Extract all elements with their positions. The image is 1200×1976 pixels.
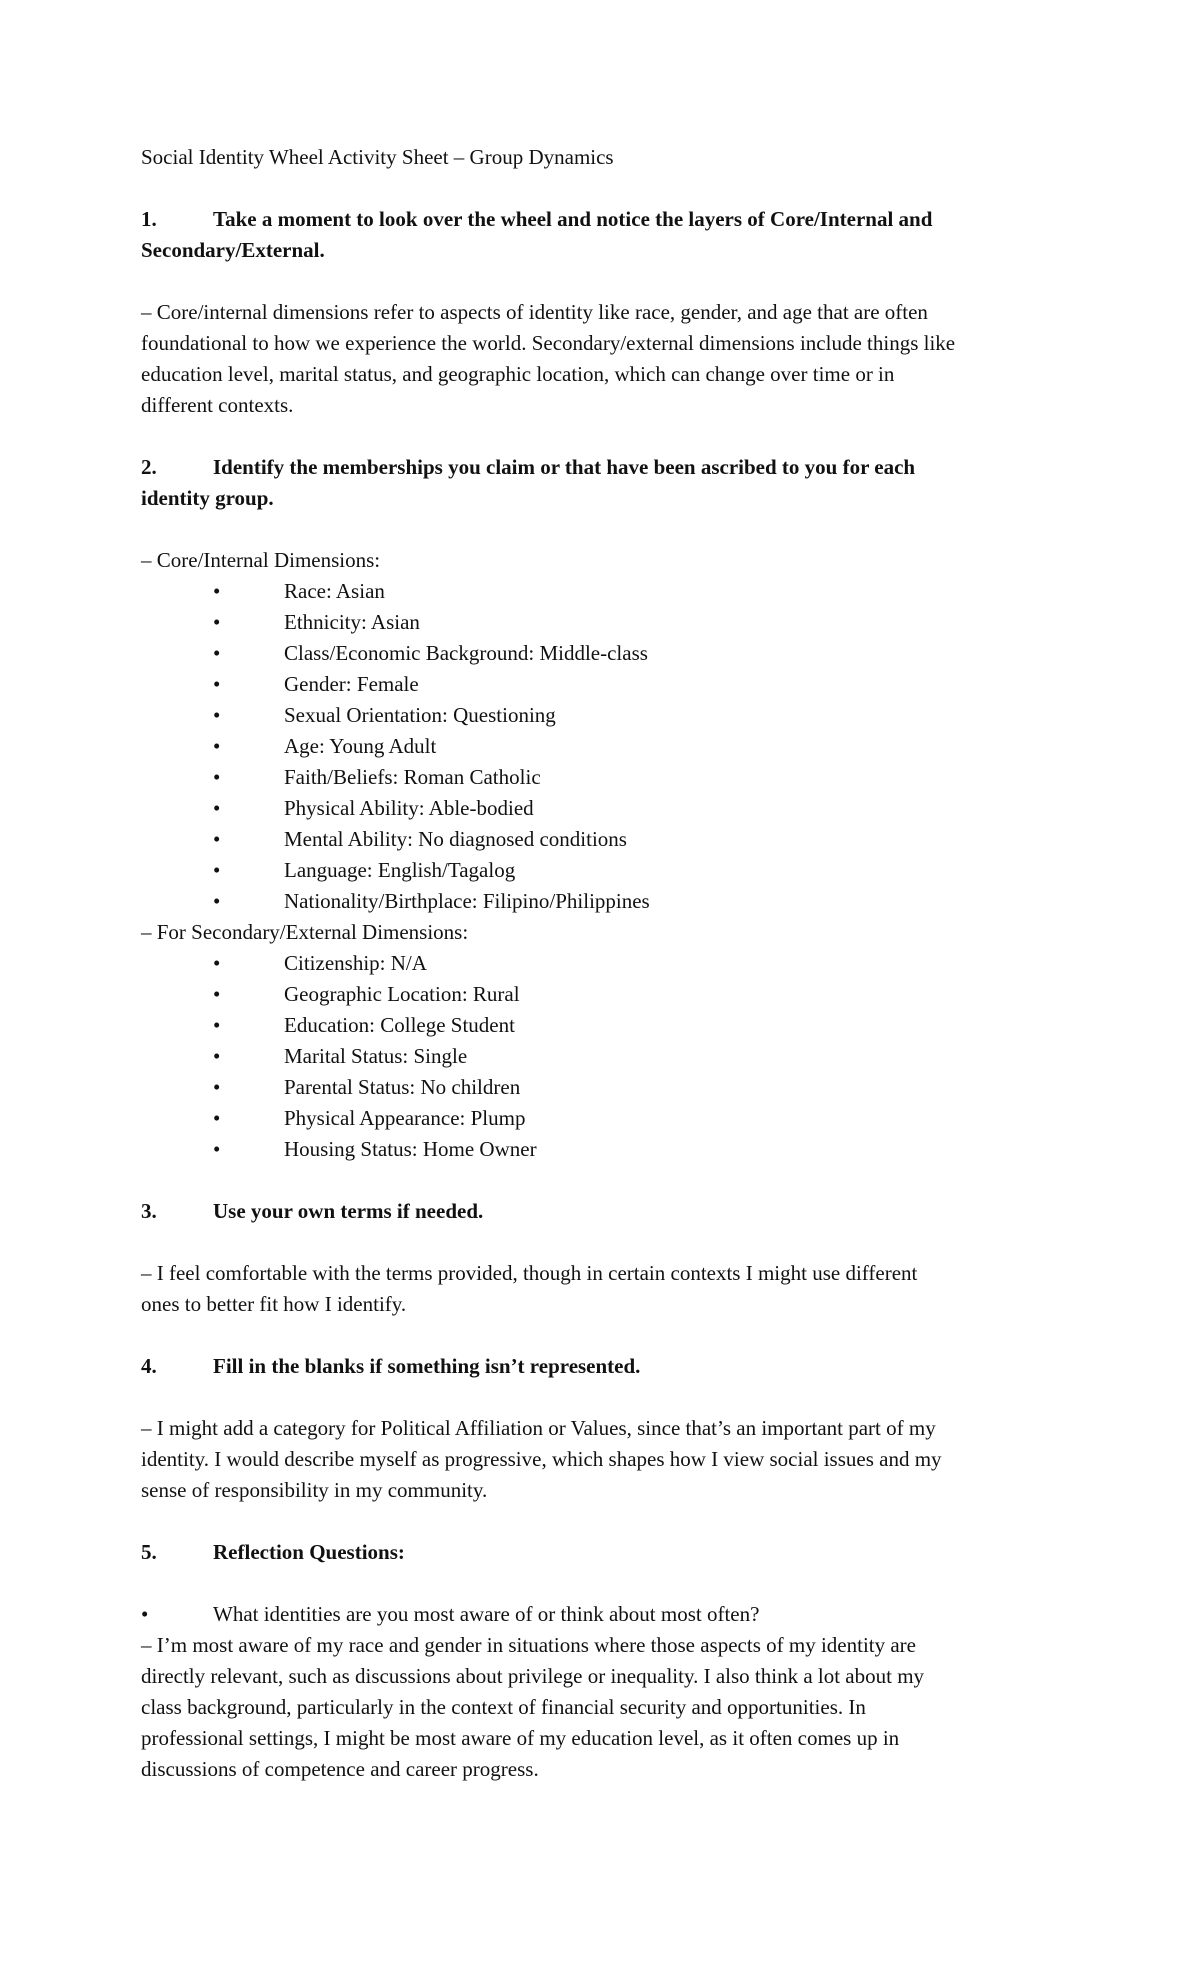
question-5-heading-text: Reflection Questions: — [213, 1540, 405, 1564]
question-4-number: 4. — [141, 1354, 157, 1378]
list-item-text: Education: College Student — [284, 1013, 515, 1037]
list-item-text: Citizenship: N/A — [284, 951, 427, 975]
question-1-number: 1. — [141, 207, 157, 231]
bullet: • — [213, 858, 221, 882]
answer-line: – Core/internal dimensions refer to aspects of identity like race, gender, and age that are often — [141, 300, 928, 324]
answer-line: – I’m most aware of my race and gender in situations where those aspects of my identity are — [141, 1633, 917, 1657]
bullet: • — [213, 734, 221, 758]
bullet: • — [213, 579, 221, 603]
list-item-text: Physical Ability: Able-bodied — [284, 796, 534, 820]
bullet: • — [213, 1106, 221, 1130]
list-item-text: Geographic Location: Rural — [284, 982, 520, 1006]
bullet: • — [213, 672, 221, 696]
list-item-text: Physical Appearance: Plump — [284, 1106, 526, 1130]
question-2-heading — [141, 452, 1070, 483]
secondary-dimensions-label: – For Secondary/External Dimensions: — [141, 920, 469, 944]
answer-line: ones to better fit how I identify. — [141, 1292, 407, 1316]
answer-line: foundational to how we experience the world. Secondary/external dimensions include things like — [141, 331, 956, 355]
bullet: • — [213, 703, 221, 727]
question-4-heading — [141, 1351, 1070, 1382]
question-1-heading-line-1: Take a moment to look over the wheel and notice the layers of Core/Internal and — [213, 207, 933, 231]
bullet: • — [213, 951, 221, 975]
answer-line: directly relevant, such as discussions about privilege or inequality. I also think a lot about my — [141, 1664, 925, 1688]
page-title: Social Identity Wheel Activity Sheet – Group Dynamics — [141, 145, 614, 169]
bullet: • — [213, 889, 221, 913]
bullet: • — [141, 1602, 149, 1626]
list-item-text: Marital Status: Single — [284, 1044, 468, 1068]
question-5-heading — [141, 1537, 1070, 1568]
question-2-number: 2. — [141, 455, 157, 479]
list-item-text: Class/Economic Background: Middle-class — [284, 641, 648, 665]
list-item-text: Age: Young Adult — [284, 734, 437, 758]
core-dimensions-label: – Core/Internal Dimensions: — [141, 548, 381, 572]
answer-line: class background, particularly in the context of financial security and opportunities. In — [141, 1695, 866, 1719]
answer-line: different contexts. — [141, 393, 294, 417]
question-5-number: 5. — [141, 1540, 157, 1564]
bullet: • — [213, 1013, 221, 1037]
bullet: • — [213, 610, 221, 634]
list-item-text: Ethnicity: Asian — [284, 610, 420, 634]
answer-line: identity. I would describe myself as progressive, which shapes how I view social issues and my — [141, 1447, 942, 1471]
list-item-text: Housing Status: Home Owner — [284, 1137, 537, 1161]
answer-line: sense of responsibility in my community. — [141, 1478, 488, 1502]
bullet: • — [213, 827, 221, 851]
reflection-question-text: What identities are you most aware of or think about most often? — [213, 1602, 760, 1626]
bullet: • — [213, 796, 221, 820]
answer-line: education level, marital status, and geographic location, which can change over time or in — [141, 362, 895, 386]
question-4-heading-text: Fill in the blanks if something isn’t represented. — [213, 1354, 641, 1378]
question-3-number: 3. — [141, 1199, 157, 1223]
bullet: • — [213, 641, 221, 665]
question-1-heading — [141, 204, 1070, 235]
answer-line: professional settings, I might be most aware of my education level, as it often comes up in — [141, 1726, 900, 1750]
answer-line: – I might add a category for Political Affiliation or Values, since that’s an important part of my — [141, 1416, 936, 1440]
bullet: • — [213, 1137, 221, 1161]
list-item-text: Race: Asian — [284, 579, 385, 603]
question-3-heading-text: Use your own terms if needed. — [213, 1199, 484, 1223]
answer-line: – I feel comfortable with the terms provided, though in certain contexts I might use different — [141, 1261, 918, 1285]
list-item-text: Language: English/Tagalog — [284, 858, 516, 882]
question-3-heading — [141, 1196, 1070, 1227]
list-item-text: Parental Status: No children — [284, 1075, 521, 1099]
list-item-text: Faith/Beliefs: Roman Catholic — [284, 765, 541, 789]
question-2-heading-line-1: Identify the memberships you claim or that have been ascribed to you for each — [213, 455, 916, 479]
list-item-text: Mental Ability: No diagnosed conditions — [284, 827, 627, 851]
answer-line: discussions of competence and career progress. — [141, 1757, 539, 1781]
bullet: • — [213, 982, 221, 1006]
bullet: • — [213, 1075, 221, 1099]
bullet: • — [213, 765, 221, 789]
list-item-text: Gender: Female — [284, 672, 419, 696]
list-item-text: Nationality/Birthplace: Filipino/Philippines — [284, 889, 650, 913]
list-item-text: Sexual Orientation: Questioning — [284, 703, 556, 727]
bullet: • — [213, 1044, 221, 1068]
question-2-heading-line-2: identity group. — [141, 486, 274, 510]
question-1-heading-line-2: Secondary/External. — [141, 238, 325, 262]
